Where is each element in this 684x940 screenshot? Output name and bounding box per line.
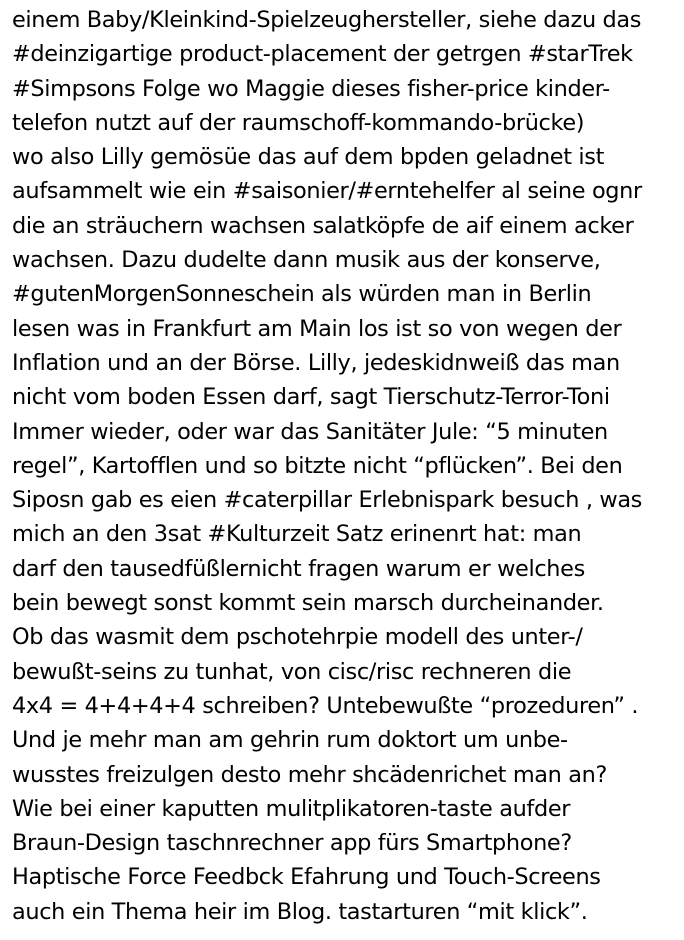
text-line: bewußt-seins zu tunhat, von cisc/risc rechneren die [12,658,572,685]
text-line: telefon nutzt auf der raumschoff-kommando-brücke) [12,109,585,136]
text-line: Wie bei einer kaputten mulitplikatoren-taste aufder [12,795,571,822]
text-line: #Simpsons Folge wo Maggie dieses fisher-price kinder- [12,75,610,102]
text-line: Siposn gab es eien #caterpillar Erlebnispark besuch , was [12,487,643,514]
text-line: #gutenMorgenSonneschein als würden man in Berlin [12,281,592,308]
text-line: Inflation und an der Börse. Lilly, jedeskidnweiß das man [12,349,620,376]
text-line: Und je mehr man am gehrin rum doktort um unbe- [12,727,568,754]
text-line: Haptische Force Feedbck Efahrung und Touch-Screens [12,864,601,891]
text-line: bein bewegt sonst kommt sein marsch durcheinander. [12,590,604,617]
text-line: nicht vom boden Essen darf, sagt Tierschutz-Terror-Toni [12,384,610,411]
text-line: Immer wieder, oder war das Sanitäter Jule: “5 minuten [12,418,608,445]
text-line: #deinzigartige product-placement der getrgen #starTrek [12,41,633,68]
text-line: aufsammelt wie ein #saisonier/#erntehelfer al seine ognr [12,178,642,205]
text-line: Braun-Design taschnrechner app fürs Smartphone? [12,830,572,857]
text-line: wo also Lilly gemösüe das auf dem bpden geladnet ist [12,144,605,171]
text-line: regel”, Kartofflen und so bitzte nicht “pflücken”. Bei den [12,452,623,479]
text-line: die an sträuchern wachsen salatköpfe de aif einem acker [12,212,634,239]
body-text [12,3,680,929]
text-line: einem Baby/Kleinkind-Spielzeughersteller, siehe dazu das [12,7,642,33]
text-line: mich an den 3sat #Kulturzeit Satz erinenrt hat: man [12,521,582,548]
text-line: wachsen. Dazu dudelte dann musik aus der konserve, [12,247,601,274]
text-line: wusstes freizulgen desto mehr shcädenrichet man an? [12,761,608,788]
text-line: Ob das wasmit dem pschotehrpie modell des unter-/ [12,624,583,651]
text-line: lesen was in Frankfurt am Main los ist so von wegen der [12,315,622,342]
text-line: 4x4 = 4+4+4+4 schreiben? Untebewußte “prozeduren” . [12,692,639,719]
text-line: auch ein Thema heir im Blog. tastarturen “mit klick”. [12,898,588,925]
text-line: darf den tausedfüßlernicht fragen warum er welches [12,555,585,582]
